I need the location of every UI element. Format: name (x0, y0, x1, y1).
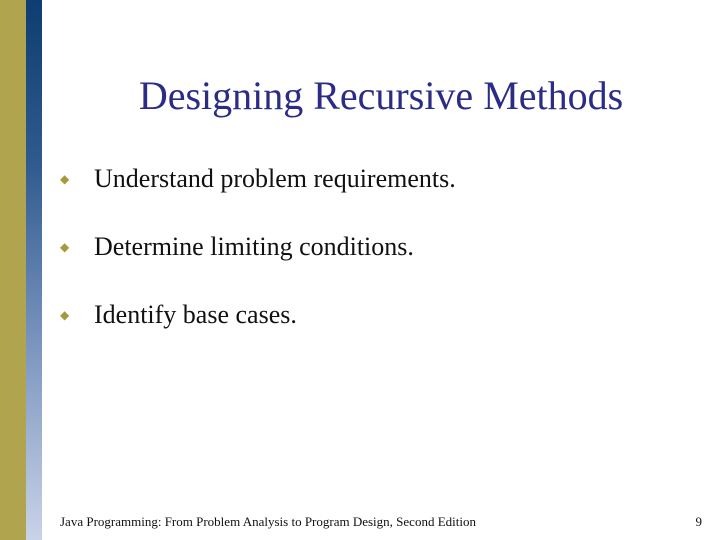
diamond-bullet-icon: ◆ (60, 240, 70, 254)
left-decorative-bar (0, 0, 26, 540)
diamond-bullet-icon: ◆ (60, 172, 70, 186)
bullet-list (60, 162, 456, 366)
bullet-text: Identify base cases. (94, 300, 297, 329)
bullet-text: Determine limiting conditions. (94, 232, 414, 261)
bullet-item (60, 230, 456, 298)
slide-title: Designing Recursive Methods (138, 73, 624, 118)
bullet-item (60, 162, 456, 230)
bullet-item (60, 298, 456, 366)
bullet-text: Understand problem requirements. (94, 164, 456, 193)
diamond-bullet-icon: ◆ (60, 308, 70, 322)
page-number: 9 (695, 514, 702, 529)
gradient-decorative-band (26, 0, 42, 540)
slide-footer: Java Programming: From Problem Analysis to Program Design, Second Edition (60, 514, 476, 529)
